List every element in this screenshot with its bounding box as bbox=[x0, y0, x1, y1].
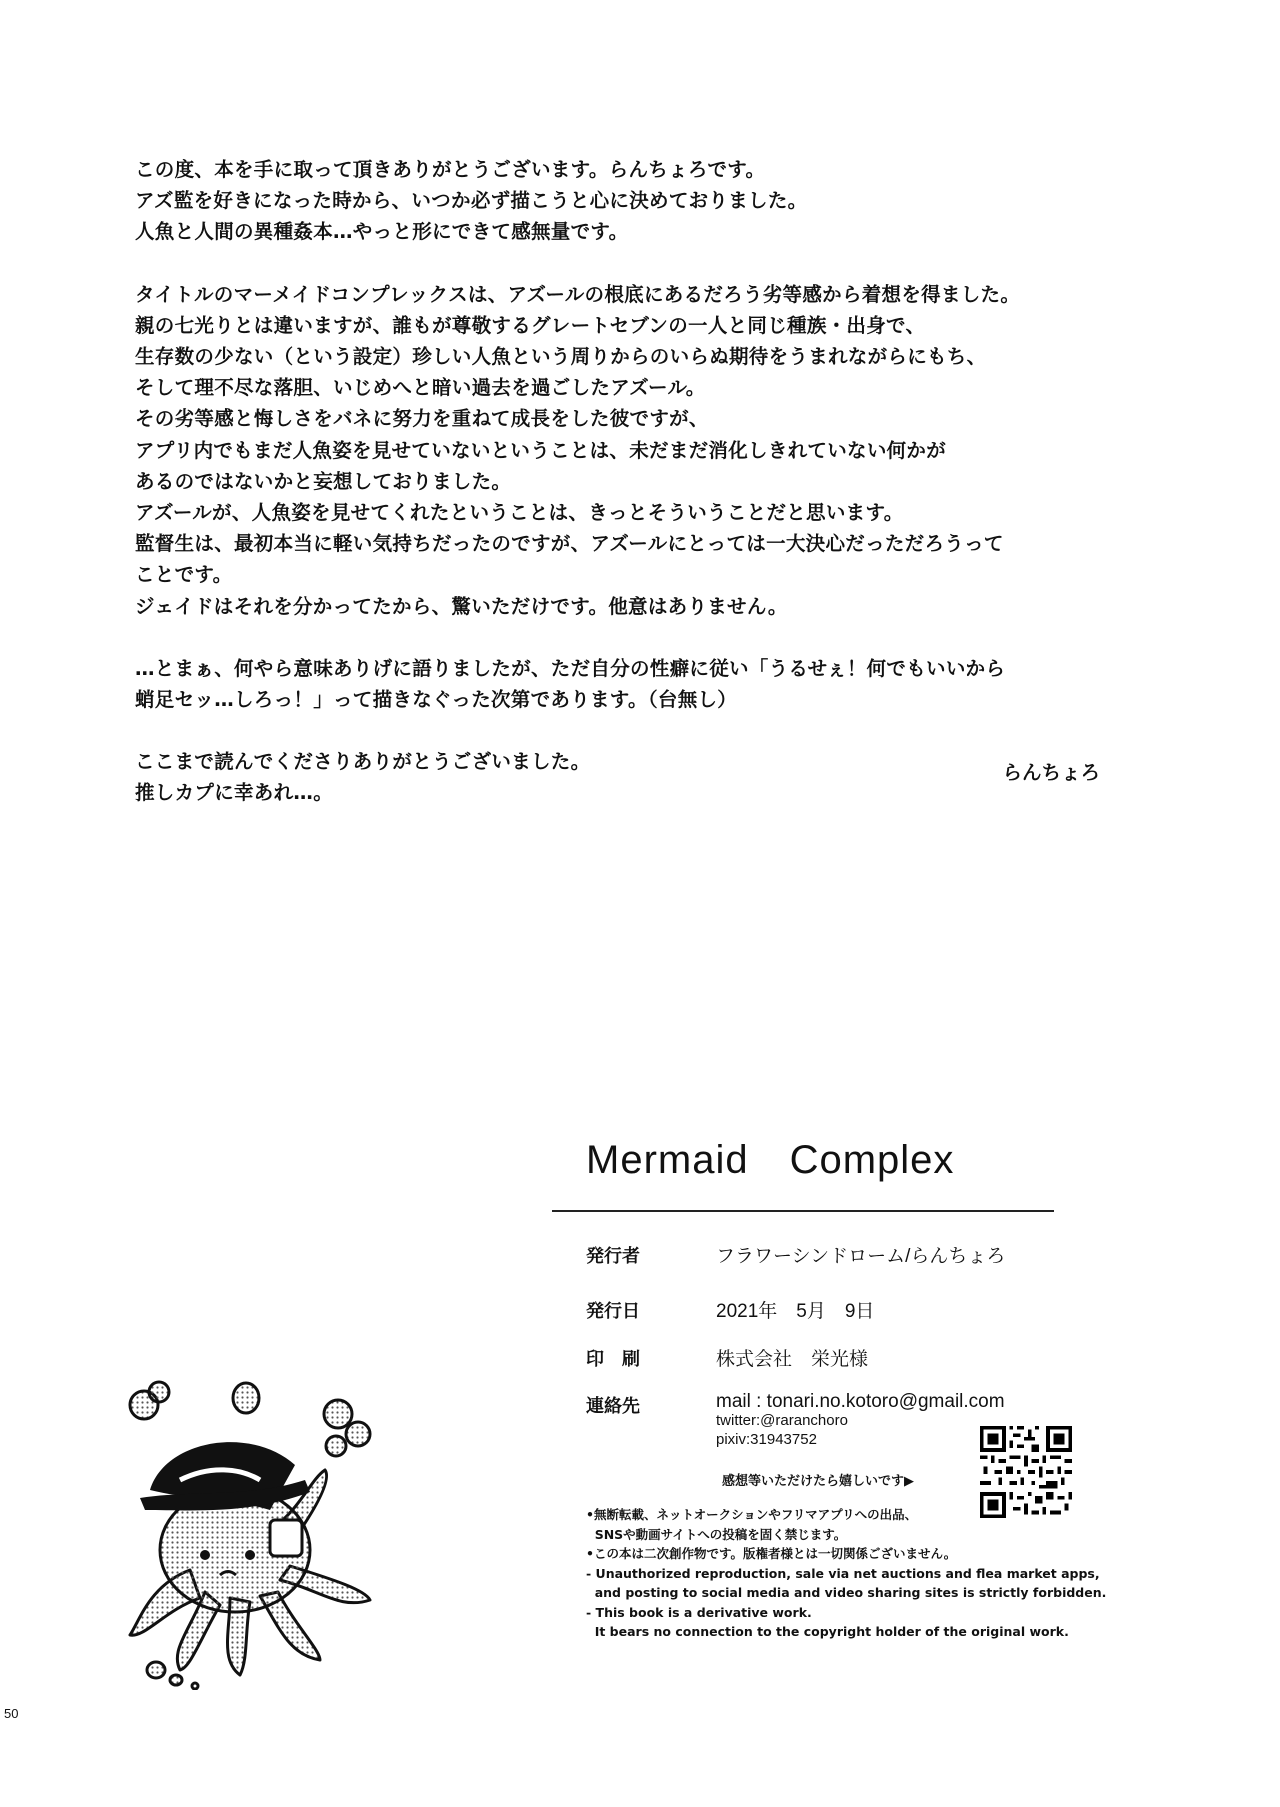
publisher-value: フラワーシンドローム/らんちょろ bbox=[716, 1246, 1006, 1267]
legal-notices bbox=[586, 1505, 1106, 1642]
printer-row bbox=[586, 1344, 868, 1371]
afterword-line: 推しカプに幸あれ…。 bbox=[135, 781, 334, 805]
notice-line: SNSや動画サイトへの投稿を固く禁じます。 bbox=[586, 1526, 847, 1542]
afterword-line: あるのではないかと妄想しておりました。 bbox=[135, 469, 512, 493]
publisher-label: 発行者 bbox=[586, 1246, 640, 1267]
afterword-line: タイトルのマーメイドコンプレックスは、アズールの根底にあるだろう劣等感から着想を得ました。 bbox=[135, 282, 1021, 306]
notice-line: •この本は二次創作物です。版権者様とは一切関係ございません。 bbox=[586, 1546, 957, 1561]
notice-line: •無断転載、ネットオークションやフリマアプリへの出品、 bbox=[586, 1507, 918, 1522]
afterword-line: 蛸足セッ…しろっ！」って描きなぐった次第であります。（台無し） bbox=[135, 688, 738, 712]
notice-line: It bears no connection to the copyright holder of the original work. bbox=[586, 1624, 1069, 1639]
notice-line: and posting to social media and video sharing sites is strictly forbidden. bbox=[586, 1585, 1107, 1600]
author-signature: らんちょろ bbox=[1002, 761, 1100, 784]
twitter-handle[interactable]: twitter:@raranchoro bbox=[716, 1412, 848, 1429]
afterword-line: この度、本を手に取って頂きありがとうございます。らんちょろです。 bbox=[135, 158, 766, 181]
afterword-line: ここまで読んでくださりありがとうございました。 bbox=[135, 750, 591, 774]
divider bbox=[552, 1210, 1054, 1212]
afterword bbox=[135, 154, 1095, 809]
contact-info bbox=[716, 1392, 1005, 1449]
afterword-line: …とまぁ、何やら意味ありげに語りましたが、ただ自分の性癖に従い「うるせぇ！何でもいいから bbox=[135, 656, 1006, 680]
publish-date-value: 2021年 5月 9日 bbox=[716, 1301, 875, 1322]
afterword-line: 生存数の少ない（という設定）珍しい人魚という周りからのいらぬ期待をうまれながらにもち、 bbox=[135, 345, 987, 369]
octopus-mascot-illustration bbox=[120, 1370, 400, 1690]
printer-label: 印 刷 bbox=[586, 1349, 640, 1370]
afterword-line: そして理不尽な落胆、いじめへと暗い過去を過ごしたアズール。 bbox=[135, 376, 706, 400]
notice-line: - Unauthorized reproduction, sale via net auctions and flea market apps, bbox=[586, 1565, 1100, 1581]
afterword-line: 監督生は、最初本当に軽い気持ちだったのですが、アズールにとっては一大決心だっただろうって bbox=[135, 532, 1004, 556]
book-title: Mermaid Complex bbox=[586, 1138, 955, 1182]
email-address[interactable]: mail : tonari.no.kotoro@gmail.com bbox=[716, 1391, 1005, 1412]
afterword-line: ジェイドはそれを分かってたから、驚いただけです。他意はありません。 bbox=[135, 594, 788, 618]
contact-label: 連絡先 bbox=[586, 1396, 640, 1417]
afterword-line: 人魚と人間の異種姦本…やっと形にできて感無量です。 bbox=[135, 220, 629, 244]
pixiv-id[interactable]: pixiv:31943752 bbox=[716, 1431, 817, 1448]
notice-line: - This book is a derivative work. bbox=[586, 1604, 812, 1620]
afterword-line: その劣等感と悔しさをバネに努力を重ねて成長をした彼ですが、 bbox=[135, 407, 709, 431]
publisher-row bbox=[586, 1241, 1005, 1268]
publish-date-row bbox=[586, 1296, 874, 1323]
contact-row bbox=[586, 1392, 716, 1418]
afterword-line: 親の七光りとは違いますが、誰もが尊敬するグレートセブンの一人と同じ種族・出身で、 bbox=[135, 313, 926, 337]
page-number: 50 bbox=[4, 1706, 19, 1721]
afterword-line: アズ監を好きになった時から、いつか必ず描こうと心に決めておりました。 bbox=[135, 189, 808, 213]
qr-caption: 感想等いただけたら嬉しいです▶ bbox=[722, 1474, 914, 1489]
publish-date-label: 発行日 bbox=[586, 1301, 640, 1322]
afterword-line: ことです。 bbox=[135, 563, 233, 587]
printer-value: 株式会社 栄光様 bbox=[716, 1349, 869, 1370]
afterword-line: アズールが、人魚姿を見せてくれたということは、きっとそういうことだと思います。 bbox=[135, 501, 904, 525]
afterword-line: アプリ内でもまだ人魚姿を見せていないということは、未だまだ消化しきれていない何かが bbox=[135, 438, 947, 462]
